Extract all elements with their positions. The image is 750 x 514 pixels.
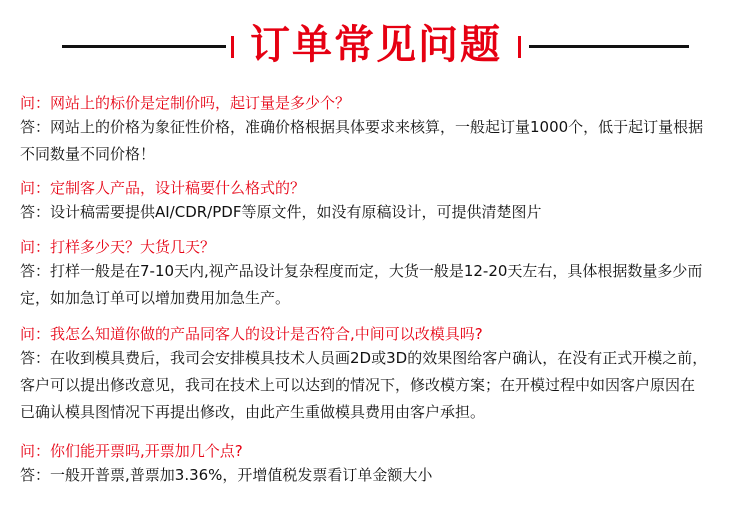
header-rule-left (62, 45, 226, 48)
page-header (0, 14, 750, 76)
faq-answer (20, 114, 744, 168)
faq-answer-line: 答：设计稿需要提供AI/CDR/PDF等原文件，如没有原稿设计，可提供清楚图片 (20, 203, 542, 221)
faq-answer-line: 已确认模具图情况下再提出修改，由此产生重做模具费用由客户承担。 (20, 403, 486, 421)
faq-question: 问：你们能开票吗,开票加几个点? (20, 442, 243, 460)
faq-answer-line: 定，如加急订单可以增加费用加急生产。 (20, 289, 291, 307)
faq-item-artwork-format (20, 177, 744, 226)
faq-answer-line: 答：网站上的价格为象征性价格，准确价格根据具体要求来核算，一般起订量1000个，低于起订量根据 (20, 118, 704, 136)
faq-answer-line: 答：一般开普票,普票加3.36%，开增值税发票看订单金额大小 (20, 466, 433, 484)
header-rule-right (529, 45, 689, 48)
page-title: 订单常见问题 (250, 22, 502, 68)
faq-item-moq (20, 92, 744, 168)
faq-item-lead-time (20, 236, 744, 312)
faq-answer (20, 345, 744, 426)
faq-answer (20, 258, 744, 312)
header-accent-bar-left (231, 36, 234, 58)
faq-question: 问：定制客人产品，设计稿要什么格式的？ (20, 179, 306, 197)
faq-answer-line: 客户可以提出修改意见，我司在技术上可以达到的情况下，修改模方案；在开模过程中如因客户原因在 (20, 376, 696, 394)
faq-answer (20, 199, 744, 226)
faq-question: 问：我怎么知道你做的产品同客人的设计是否符合,中间可以改模具吗? (20, 325, 483, 343)
faq-answer (20, 462, 744, 489)
faq-answer-line: 不同数量不同价格！ (20, 145, 156, 163)
faq-question: 问：打样多少天？大货几天？ (20, 238, 216, 256)
faq-item-invoice (20, 440, 744, 489)
faq-question: 问：网站上的标价是定制价吗，起订量是多少个？ (20, 94, 351, 112)
faq-item-mold-confirmation (20, 323, 744, 426)
faq-answer-line: 答：在收到模具费后，我司会安排模具技术人员画2D或3D的效果图给客户确认，在没有正式开模之前， (20, 349, 708, 367)
faq-answer-line: 答：打样一般是在7-10天内,视产品设计复杂程度而定，大货一般是12-20天左右，具体根据数量多少而 (20, 262, 703, 280)
header-accent-bar-right (518, 36, 521, 58)
